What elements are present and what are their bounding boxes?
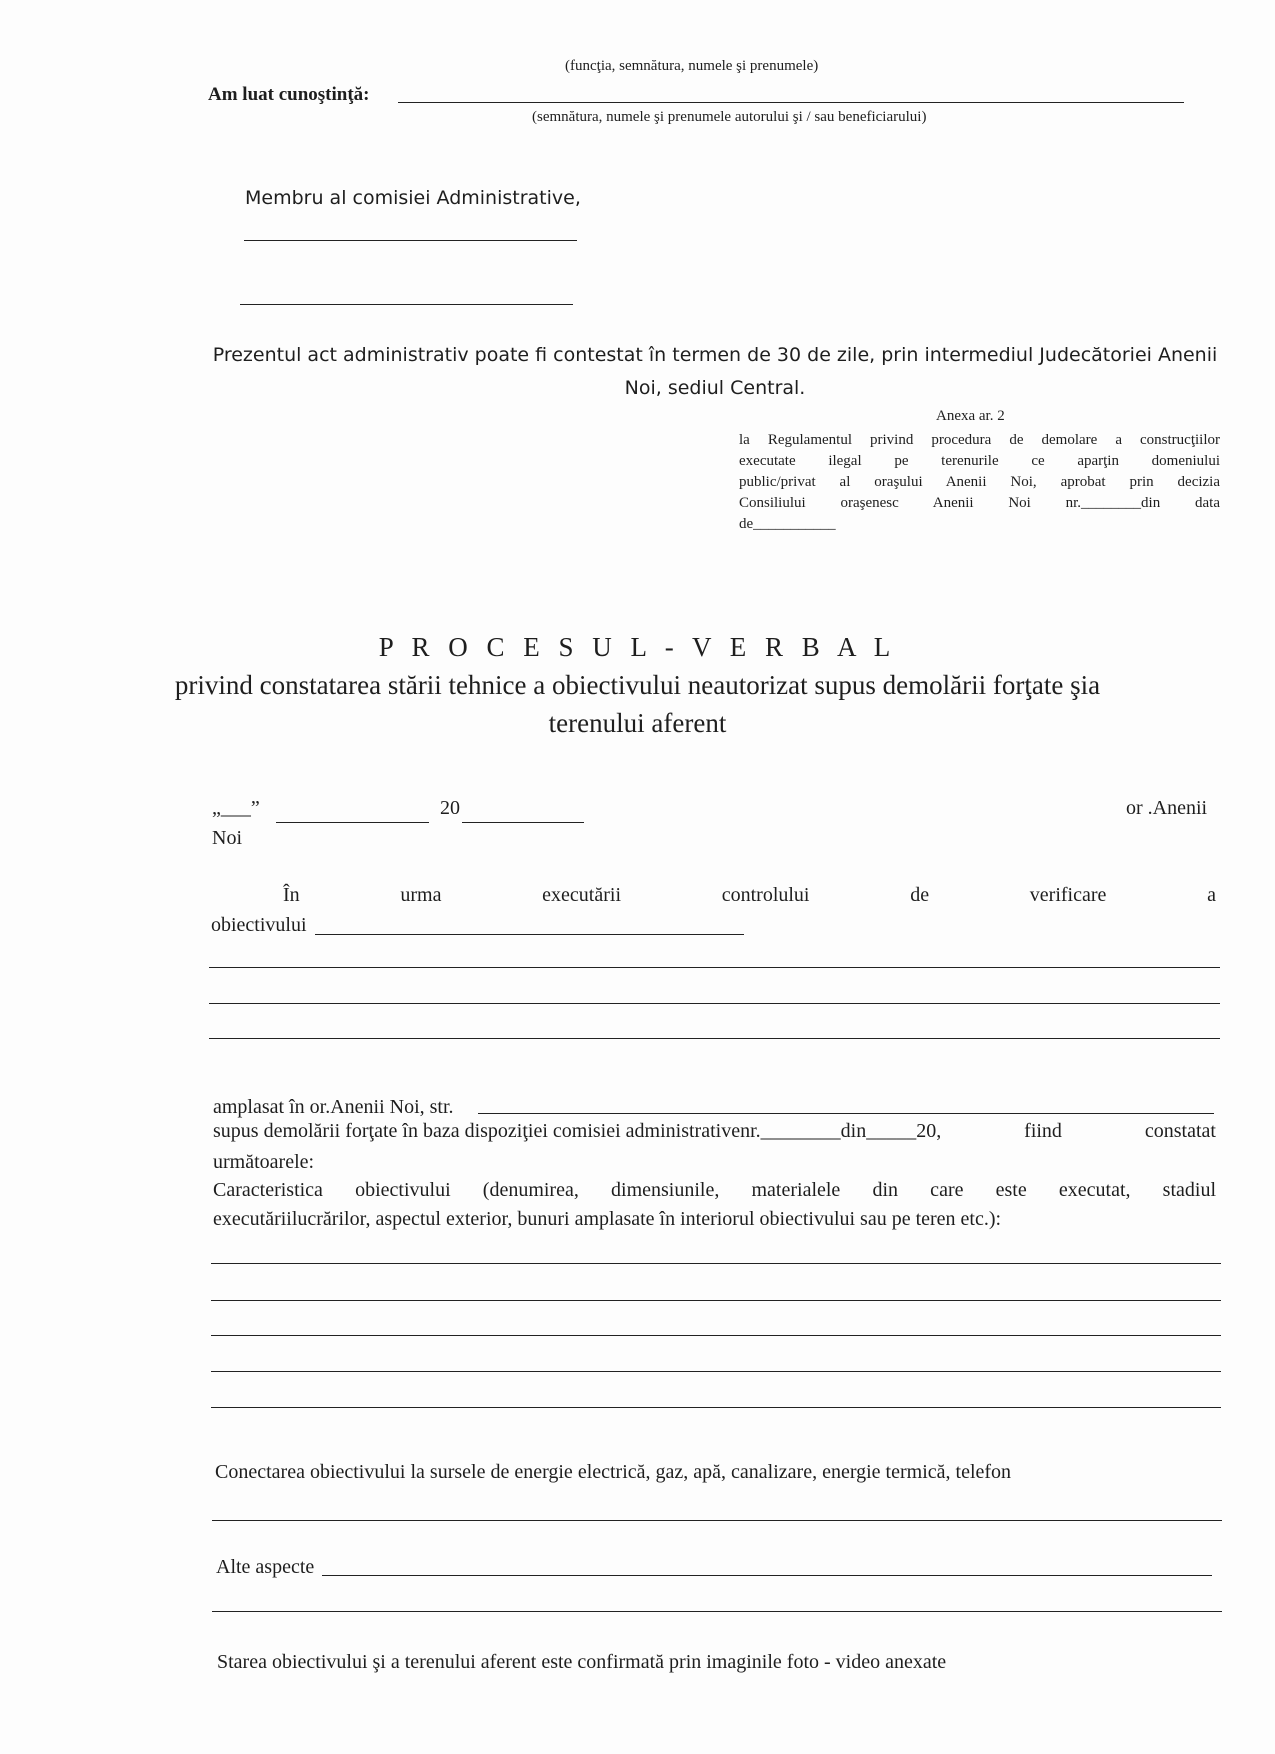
annex-line-1: la Regulamentul privind procedura de demolare a construcţiilor [739,432,1220,448]
characteristics-line1: Caracteristica obiectivului (denumirea, dimensiunile, materialele din care este executat, stadiul [213,1179,1216,1201]
characteristics-line-2[interactable] [211,1300,1221,1301]
intro-word: a [1207,884,1216,906]
characteristics-line2: executăriilucrărilor, aspectul exterior, bunuri amplasate în interiorul obiectivului sau pe teren etc.): [213,1208,1002,1230]
annex-line-3: public/privat al oraşului Anenii Noi, aprobat prin decizia [739,474,1220,490]
member-signature-line-1[interactable] [244,240,577,241]
document-subtitle-line1: privind constatarea stării tehnice a obiectivului neautorizat supus demolării forţate şia [174,670,1101,700]
other-aspects-label: Alte aspecte [216,1556,315,1578]
intro-sentence [283,884,1216,907]
object-line-3[interactable] [209,1038,1220,1039]
street-line[interactable] [478,1113,1214,1114]
intro-word: executării [542,884,622,906]
intro-word: de [910,884,930,906]
characteristics-line-4[interactable] [211,1371,1221,1372]
date-month-line[interactable] [276,822,429,823]
acknowledged-signature-line[interactable] [398,102,1184,103]
hint-function: (funcţia, semnătura, numele şi prenumele) [565,58,819,74]
demolition-sentence [213,1120,1216,1143]
place-left: Noi [212,827,242,849]
intro-word: urma [400,884,442,906]
intro-word: verificare [1029,884,1107,906]
characteristics-line-3[interactable] [211,1335,1221,1336]
located-label: amplasat în or.Anenii Noi, str. [213,1096,454,1118]
contest-notice-line1: Prezentul act administrativ poate fi contestat în termen de 30 de zile, prin intermediul Judecătoriei Anenii [212,344,1218,366]
object-name-line[interactable] [315,934,744,935]
other-aspects-line-2[interactable] [212,1611,1222,1612]
object-line-2[interactable] [209,1003,1220,1004]
document-title: P R O C E S U L - V E R B A L [378,632,897,662]
annex-title: Anexa ar. 2 [936,408,1005,424]
member-label: Membru al comisiei Administrative, [245,187,581,209]
document-subtitle-line2: terenului aferent [548,708,727,738]
annex-line-2: executate ilegal pe terenurile ce aparţin domeniului [739,453,1220,469]
intro-word: În [283,884,300,906]
object-label: obiectivului [211,914,307,936]
date-year-prefix: 20 [440,797,460,819]
annex-line-4: Consiliului oraşenesc Anenii Noi nr.________din data [739,495,1220,511]
annex-line-5: de___________ [739,516,836,532]
date-year-line[interactable] [462,822,584,823]
hint-signature: (semnătura, numele şi prenumele autorului şi / sau beneficiarului) [532,109,927,125]
demolition-text: fiind [1024,1120,1062,1142]
characteristics-line-1[interactable] [211,1263,1221,1264]
following-label: următoarele: [213,1151,315,1173]
utilities-line[interactable] [212,1520,1222,1521]
acknowledged-label: Am luat cunoştinţă: [208,84,370,105]
demolition-text: constatat [1144,1120,1216,1142]
other-aspects-line-1[interactable] [322,1575,1212,1576]
place-right: or .Anenii [1126,797,1208,819]
demolition-text: supus demolării forţate în baza dispoziţiei comisiei administrativenr.________din_____20, [213,1120,942,1142]
photo-confirmation: Starea obiectivului şi a terenului aferent este confirmată prin imaginile foto - video anexate [217,1651,947,1673]
utilities-label: Conectarea obiectivului la sursele de energie electrică, gaz, apă, canalizare, energie termică, telefon [215,1461,1012,1483]
object-line-1[interactable] [209,967,1220,968]
intro-word: controlului [721,884,810,906]
contest-notice-line2: Noi, sediul Central. [624,377,806,399]
date-day[interactable]: „___” [212,797,260,819]
member-signature-line-2[interactable] [240,304,573,305]
characteristics-line-5[interactable] [211,1407,1221,1408]
annex-text [739,430,1220,535]
